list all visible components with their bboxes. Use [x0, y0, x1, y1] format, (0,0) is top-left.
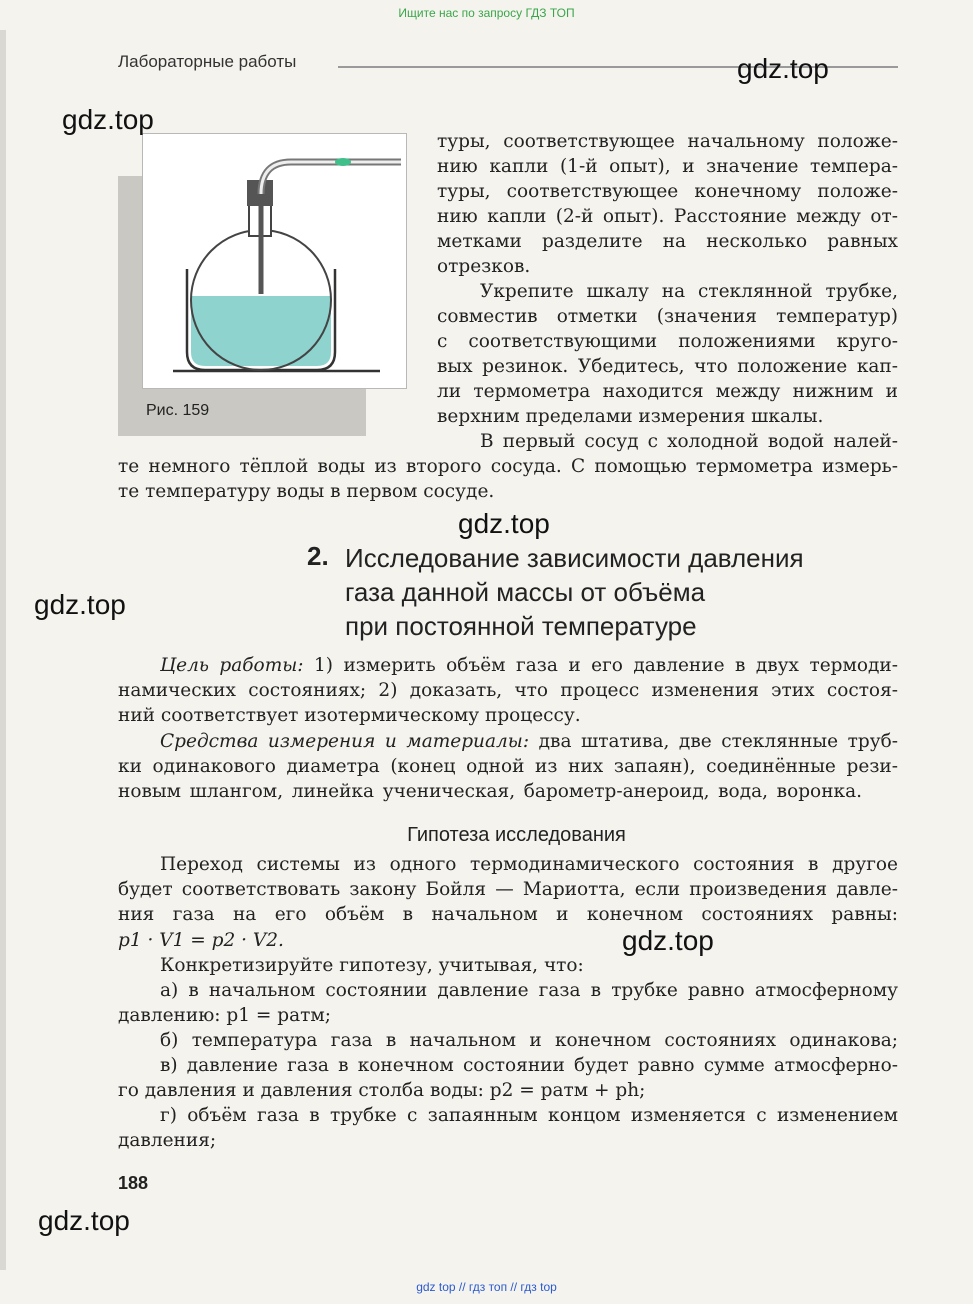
page-number: 188 [118, 1173, 149, 1193]
goal-label: Цель работы: [160, 655, 304, 676]
text-line: давлению: p1 = pатм; [118, 1005, 332, 1026]
text-line: Укрепите шкалу на стеклянной трубке, [480, 281, 898, 302]
watermark: gdz.top [622, 925, 714, 956]
text-line: те температуру воды в первом сосуде. [118, 481, 495, 502]
watermark: gdz.top [62, 104, 154, 135]
goal-line [160, 653, 898, 678]
text-line: г) объём газа в трубке с запаянным концом изменяется с изменением [160, 1105, 898, 1126]
text-line: нию капли (2-й опыт). Расстояние между от- [437, 206, 898, 227]
figure-caption: Рис. 159 [146, 402, 210, 419]
text-line: метками разделите на несколько равных [437, 231, 898, 252]
top-note: Ищите нас по запросу ГДЗ ТОП [398, 6, 575, 20]
section-title-line: Исследование зависимости давления [345, 543, 804, 573]
hypothesis-heading: Гипотеза исследования [407, 824, 626, 846]
text-line: ний соответствует изотермическому процессу. [118, 705, 581, 726]
text-line: б) температура газа в начальном и конечном состояниях одинакова; [160, 1030, 898, 1051]
means-text: два штатива, две стеклянные труб- [538, 731, 898, 752]
text-line: с соответствующими положениями круго- [437, 331, 898, 352]
text-line: В первый сосуд с холодной водой налей- [480, 431, 898, 452]
watermark: gdz.top [458, 508, 550, 539]
page-binding-edge [0, 30, 6, 1270]
text-line: давления; [118, 1130, 217, 1151]
text-line: совместив отметки (значения температур) [437, 306, 898, 327]
text-line: го давления и давления столба воды: p2 = pатм + ph; [118, 1080, 646, 1101]
text-line: намических состояниях; 2) доказать, что процесс изменения этих состоя- [118, 680, 898, 701]
section-title [345, 541, 804, 643]
text-line: Переход системы из одного термодинамического состояния в другое [160, 854, 898, 875]
means-line [160, 729, 898, 754]
text-line: нию капли (1-й опыт), и значение темпера- [437, 156, 898, 177]
text-line: те немного тёплой воды из второго сосуда. С помощью термометра измерь- [118, 456, 898, 477]
text-line: ния газа на его объём в начальном и конечном состояниях равны: [118, 904, 898, 925]
formula-boyle-mariotte: p1 · V1 = p2 · V2. [118, 930, 284, 951]
text-line: новым шлангом, линейка ученическая, барометр-анероид, вода, воронка. [118, 781, 862, 802]
text-line: а) в начальном состоянии давление газа в трубке равно атмосферному [160, 980, 898, 1001]
text-line: туры, соответствующее начальному положе- [437, 131, 898, 152]
watermark: gdz.top [737, 53, 829, 84]
text-line: ки одинакового диаметра (конец одной из них запаян), соединённые рези- [118, 756, 898, 777]
text-line: вых резинок. Убедитесь, что положение кап- [437, 356, 898, 377]
figure-159 [142, 133, 407, 389]
text-line: в) давление газа в конечном состоянии будет равно сумме атмосферно- [160, 1055, 898, 1076]
flask-in-beaker-illustration [143, 134, 406, 388]
watermark: gdz.top [34, 589, 126, 620]
section-number: 2. [307, 541, 329, 571]
text-line: туры, соответствующее конечному положе- [437, 181, 898, 202]
section-title-line: при постоянной температуре [345, 611, 697, 641]
running-header: Лабораторные работы [118, 52, 297, 71]
means-label: Средства измерения и материалы: [160, 731, 530, 752]
text-line: ли термометра находится между нижним и [437, 381, 898, 402]
section-title-line: газа данной массы от объёма [345, 577, 706, 607]
text-line: отрезков. [437, 256, 531, 277]
text-line: верхним пределами измерения шкалы. [437, 406, 824, 427]
text-line: будет соответствовать закону Бойля — Мариотта, если произведения давле- [118, 879, 898, 900]
watermark: gdz.top [38, 1205, 130, 1236]
goal-text: 1) измерить объём газа и его давление в двух термоди- [314, 655, 898, 676]
text-line: Конкретизируйте гипотезу, учитывая, что: [160, 955, 584, 976]
bottom-note: gdz top // гдз топ // гдз top [416, 1280, 557, 1294]
